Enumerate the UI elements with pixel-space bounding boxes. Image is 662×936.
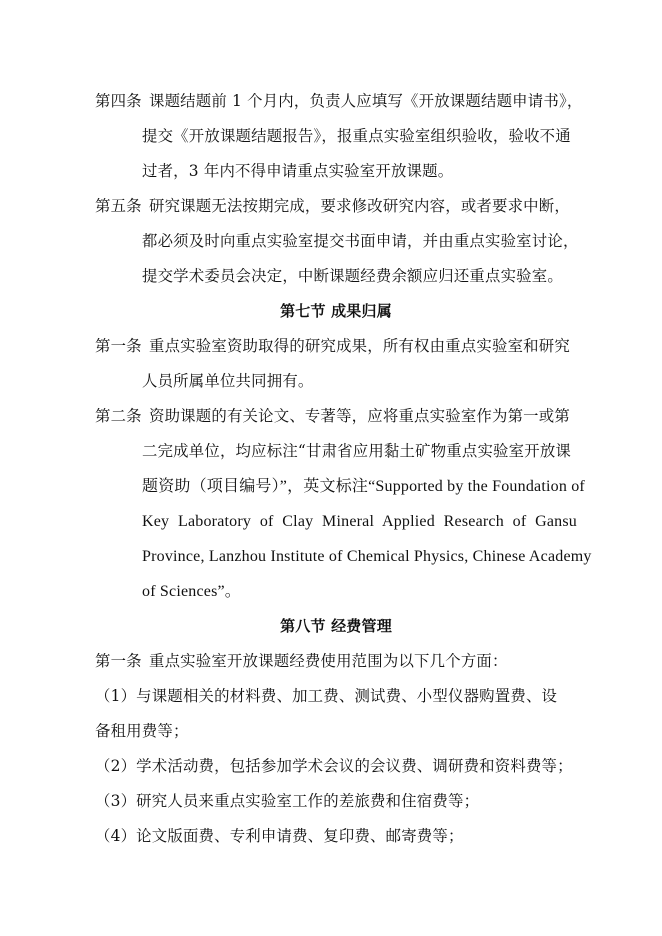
document-page [95,84,592,854]
s7-article-1-line-2: 人员所属单位共同拥有。 [142,372,314,390]
article-label: 第二条 [95,407,142,425]
article-text: 题资助（项目编号）”，英文标注“Supported by the Foundation of [142,478,585,495]
s7-article-2-line-5: Province, Lanzhou Institute of Chemical Physics, Chinese Academy [142,548,592,565]
article-text: 重点实验室开放课题经费使用范围为以下几个方面： [149,652,508,670]
article-label: 第四条 [95,92,142,110]
s7-article-2-line-2: 二完成单位，均应标注“甘肃省应用黏土矿物重点实验室开放课 [142,442,572,460]
list-item-3: （3）研究人员来重点实验室工作的差旅费和住宿费等； [95,792,480,810]
section-8-heading: 第八节 经费管理 [280,617,392,635]
article-label: 第五条 [95,197,142,215]
s7-article-2-line-1 [95,399,577,434]
list-item-1-cont: 备租用费等； [95,722,189,740]
article-text: 课题结题前 1 个月内，负责人应填写《开放课题结题申请书》， [149,92,583,110]
list-item-1: （1）与课题相关的材料费、加工费、测试费、小型仪器购置费、设 [95,687,558,705]
article-label: 第一条 [95,652,142,670]
article-text: 重点实验室资助取得的研究成果，所有权由重点实验室和研究 [149,337,570,355]
article-label: 第一条 [95,337,142,355]
article-text: Key Laboratory of Clay Mineral Applied Research of Gansu [142,513,577,530]
article-4-line-3: 过者，3 年内不得申请重点实验室开放课题。 [142,162,454,180]
article-5-line-3: 提交学术委员会决定，中断课题经费余额应归还重点实验室。 [142,267,563,285]
article-4-line-1 [95,84,583,119]
article-text: 研究课题无法按期完成，要求修改研究内容，或者要求中断， [149,197,570,215]
s7-article-2-line-3 [95,469,585,504]
s7-article-2-line-4 [95,504,577,539]
list-item-2: （2）学术活动费，包括参加学术会议的会议费、调研费和资料费等； [95,757,573,775]
s8-article-1 [95,644,577,679]
article-5-line-2: 都必须及时向重点实验室提交书面申请，并由重点实验室讨论， [142,232,579,250]
s7-article-2-line-6: of Sciences”。 [142,583,242,600]
list-item-4: （4）论文版面费、专利申请费、复印费、邮寄费等； [95,827,464,845]
article-4-line-2: 提交《开放课题结题报告》，报重点实验室组织验收，验收不通 [142,127,571,145]
s7-article-1-line-1 [95,329,577,364]
article-5-line-1 [95,189,577,224]
section-7-heading: 第七节 成果归属 [280,302,392,320]
article-text: 资助课题的有关论文、专著等，应将重点实验室作为第一或第 [149,407,570,425]
